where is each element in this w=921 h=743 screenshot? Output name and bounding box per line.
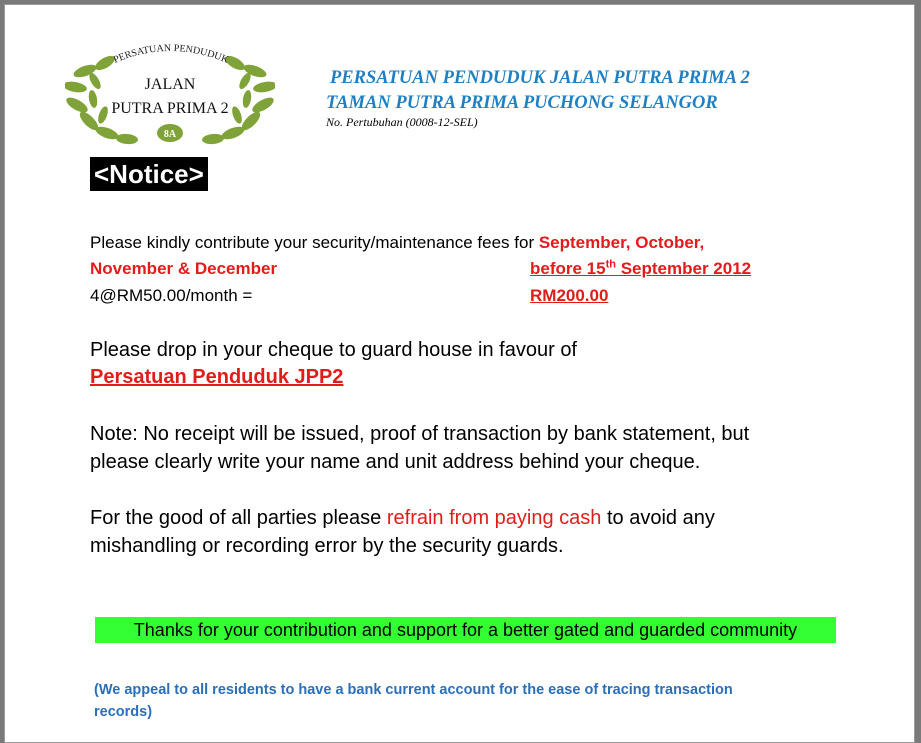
org-name-line1: PERSATUAN PENDUDUK JALAN PUTRA PRIMA 2 — [330, 68, 750, 88]
fees-deadline-suffix: September 2012 — [615, 259, 752, 278]
cash-line1 — [90, 507, 715, 530]
note-line2: please clearly write your name and unit address behind your cheque. — [90, 451, 701, 473]
appeal-line2: records) — [94, 704, 153, 720]
logo-badge-text: 8A — [163, 129, 177, 140]
fees-rate: 4@RM50.00/month = — [90, 286, 253, 305]
document-page — [4, 4, 915, 743]
cheque-payee: Persatuan Penduduk JPP2 — [90, 366, 344, 388]
fees-total: RM200.00 — [530, 286, 609, 305]
notice-title: <Notice> — [90, 157, 208, 191]
fees-months-part1: September, October, — [538, 233, 705, 252]
cheque-instruction: Please drop in your cheque to guard house in favour of — [90, 339, 577, 361]
registration-number: No. Pertubuhan (0008-12-SEL) — [326, 115, 478, 129]
thanks-banner: Thanks for your contribution and support for a better gated and guarded community — [95, 617, 836, 643]
fees-line1 — [90, 233, 704, 253]
cash-prefix: For the good of all parties please — [90, 507, 387, 529]
logo-arc-text: PERSATUAN PENDUDUK — [111, 42, 231, 66]
note-line1: Note: No receipt will be issued, proof of transaction by bank statement, but — [90, 423, 750, 445]
fees-intro: Please kindly contribute your security/maintenance fees for — [90, 233, 539, 252]
fees-deadline — [530, 259, 751, 279]
appeal-line1: (We appeal to all residents to have a bank current account for the ease of tracing transaction — [94, 682, 733, 698]
cash-highlight: refrain from paying cash — [386, 507, 602, 529]
association-logo — [65, 41, 275, 151]
cash-line2: mishandling or recording error by the security guards. — [90, 535, 564, 557]
logo-line1: JALAN — [144, 76, 196, 93]
fees-deadline-prefix: before 15 — [530, 259, 606, 278]
cash-suffix: to avoid any — [601, 507, 715, 529]
org-name-line2: TAMAN PUTRA PRIMA PUCHONG SELANGOR — [326, 93, 718, 113]
fees-months-part2: November & December — [90, 259, 278, 278]
fees-deadline-sup: th — [605, 258, 616, 271]
logo-line2: PUTRA PRIMA 2 — [111, 100, 229, 117]
